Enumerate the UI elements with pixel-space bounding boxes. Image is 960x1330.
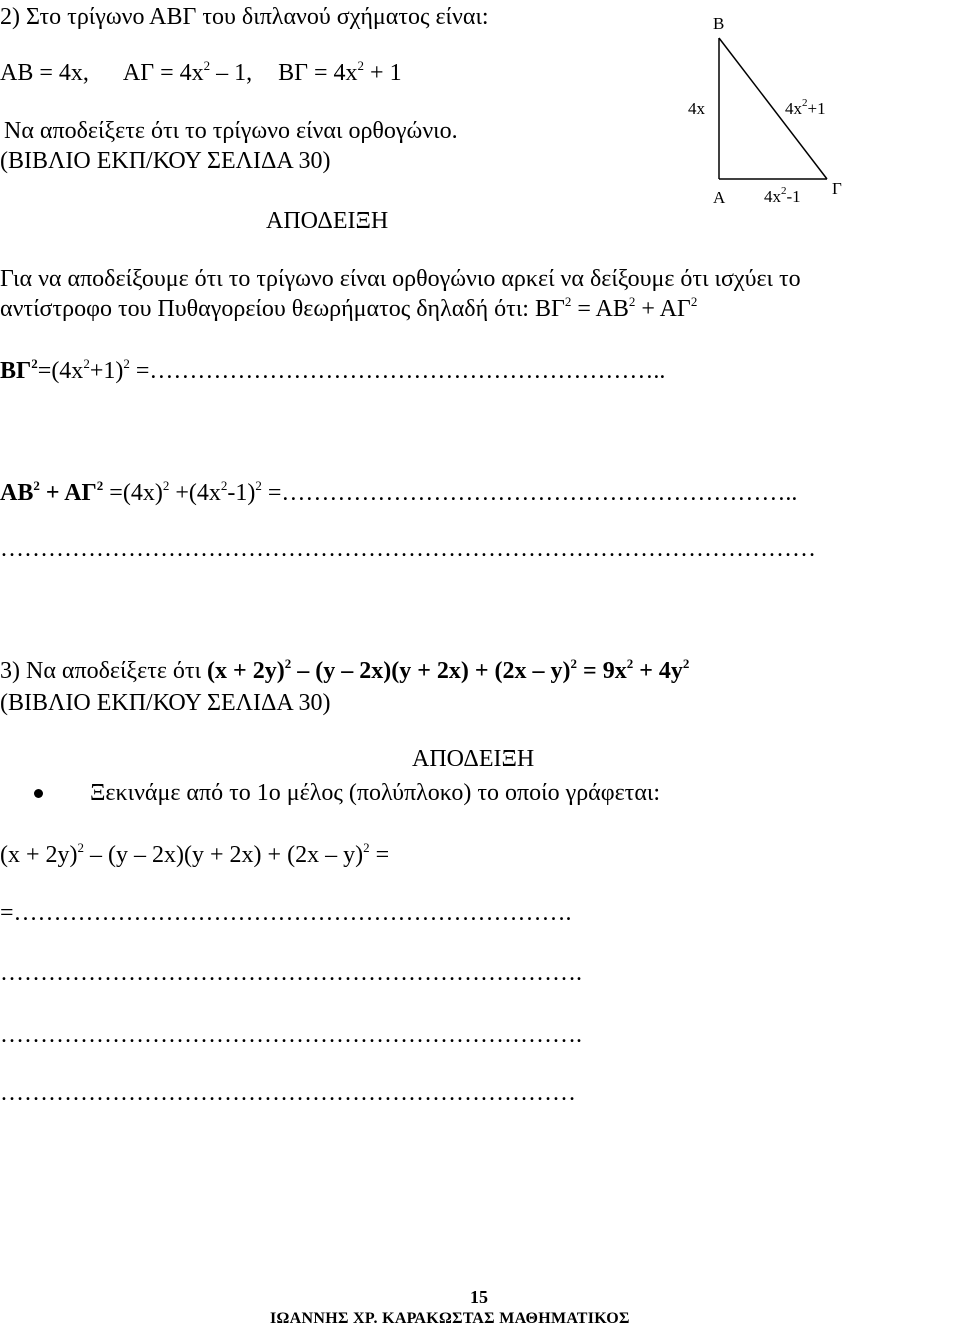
explanation-line-2: αντίστροφο του Πυθαγορείου θεωρήματος δηλαδή ότι: $B\Gamma^2 = AB^2 + A\Gamma^2$ — [0, 294, 698, 322]
problem3-equals-dots: =……………………………………………………………. — [0, 900, 572, 926]
problem3-expression-line: $(x + 2y)^2 - (y - 2x)(y + 2x) + (2x - y)^2$ = — [0, 840, 390, 868]
label-ag: $4x^2-1$ — [764, 185, 801, 206]
problem3-dots-3: ……………………………………………………………… — [0, 1080, 576, 1106]
bullet-icon — [34, 789, 43, 798]
label-ab: 4x — [688, 99, 705, 118]
problem2-sides — [0, 60, 402, 86]
side-bg: $B\Gamma = 4x^2 + 1$ — [278, 58, 402, 86]
problem2-reference: (ΒΙΒΛΙΟ ΕΚΠ/ΚΟΥ ΣΕΛΙΔΑ 30) — [0, 148, 331, 174]
problem3-dots-1: ………………………………………………………………. — [0, 960, 582, 986]
vertex-a-label: Α — [713, 188, 726, 207]
bg-squared-line: $B\Gamma^2=(4x^2+1)^2$ =……………………………………………………….. — [0, 356, 666, 384]
problem2-proof-heading: ΑΠΟΔΕΙΞΗ — [266, 208, 389, 234]
continuation-dots: ………………………………………………………………………………………… — [0, 536, 816, 562]
side-ag: $A\Gamma = 4x^2 - 1$, — [122, 58, 253, 86]
label-bg: $4x^2+1$ — [785, 97, 826, 118]
footer-author: ΙΩΑΝΝΗΣ ΧΡ. ΚΑΡΑΚΩΣΤΑΣ ΜΑΘΗΜΑΤΙΚΟΣ — [270, 1310, 630, 1327]
problem3-statement: 3) Να αποδείξετε ότι $(x + 2y)^2 - (y - 2x)(y + 2x) + (2x - y)^2 = 9x^2 + 4y^2$ — [0, 656, 690, 684]
explanation-line-1: Για να αποδείξουμε ότι το τρίγωνο είναι ορθογώνιο αρκεί να δείξουμε ότι ισχύει το — [0, 266, 801, 292]
vertex-g-label: Γ — [832, 179, 842, 198]
problem3-proof-heading: ΑΠΟΔΕΙΞΗ — [412, 746, 535, 772]
triangle-figure — [680, 8, 850, 213]
problem2-prove: Να αποδείξετε ότι το τρίγωνο είναι ορθογώνιο. — [4, 118, 458, 144]
ab-ag-squared-line: $AB^2 + A\Gamma^2 =(4x)^2 +(4x^2-1)^2$ =……………………………………………………….. — [0, 478, 798, 506]
problem3-bullet-text: Ξεκινάμε από το 1ο μέλος (πολύπλοκο) το οποίο γράφεται: — [90, 780, 661, 806]
page-number: 15 — [470, 1287, 488, 1307]
side-ab: ΑΒ = 4x, — [0, 60, 89, 86]
problem3-reference: (ΒΙΒΛΙΟ ΕΚΠ/ΚΟΥ ΣΕΛΙΔΑ 30) — [0, 690, 331, 716]
problem3-dots-2: ………………………………………………………………. — [0, 1022, 582, 1048]
vertex-b-label: Β — [713, 14, 725, 33]
problem2-title: 2) Στο τρίγωνο ΑΒΓ του διπλανού σχήματος είναι: — [0, 4, 489, 30]
